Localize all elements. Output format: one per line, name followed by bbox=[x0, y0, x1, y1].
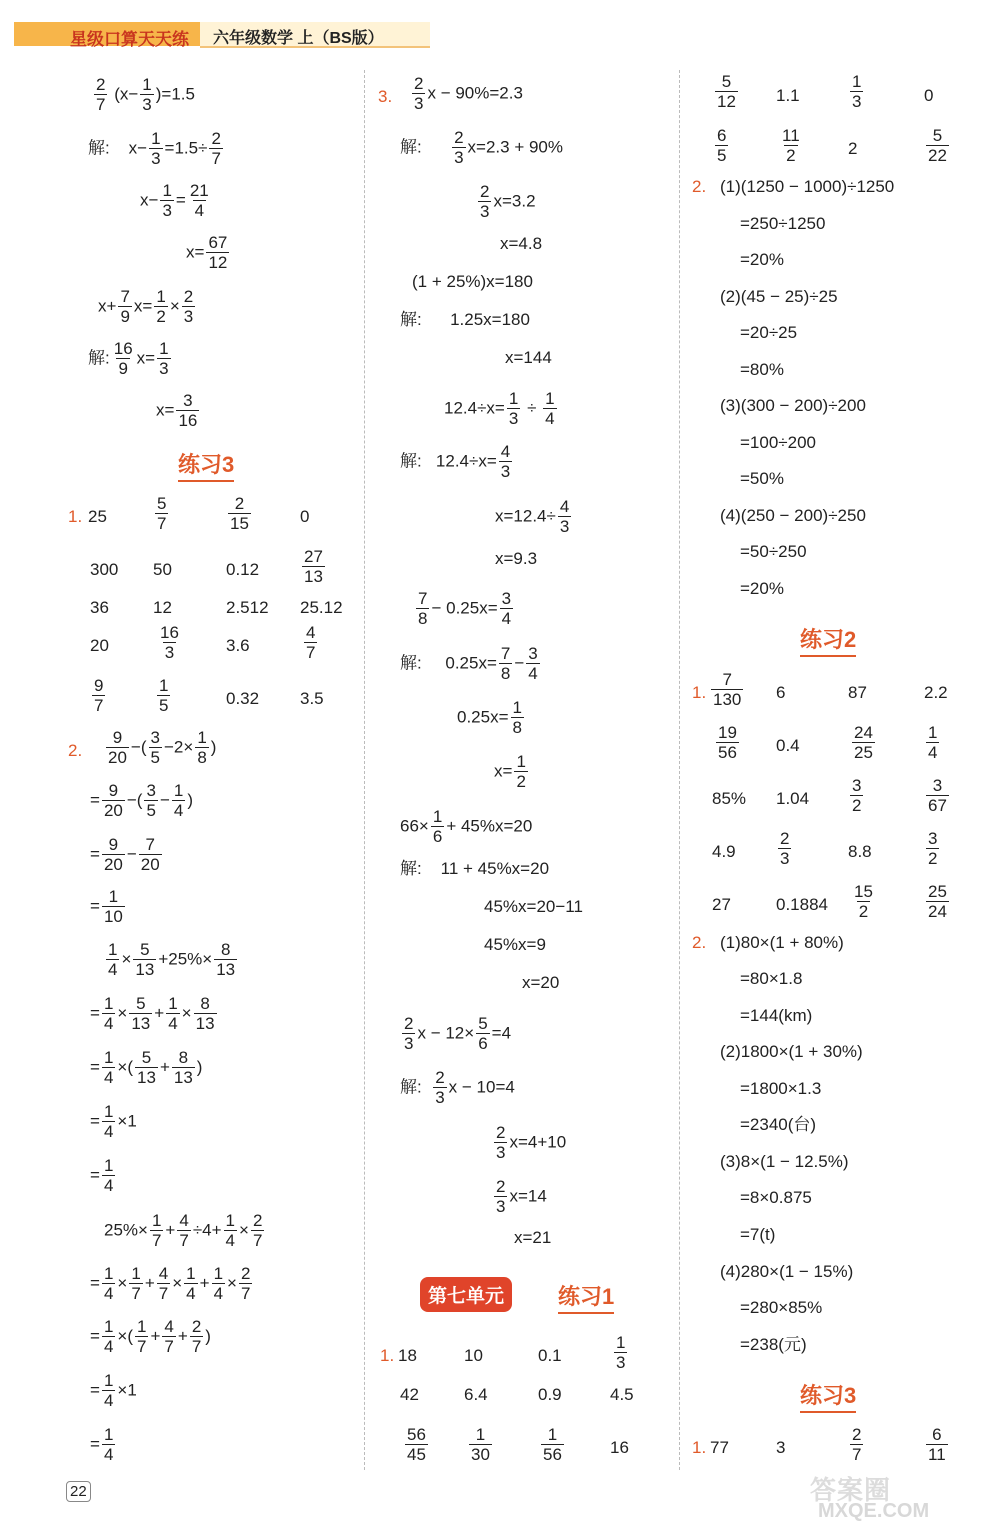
section-title: 练习1 bbox=[558, 1280, 614, 1314]
answer-cell: $\frac{1}{56}$ bbox=[543, 1425, 562, 1464]
answer-cell: 0.4 bbox=[776, 736, 800, 755]
solution-line: x− $\frac{1}{3}$ = $\frac{21}{4}$ bbox=[140, 181, 209, 220]
answer-cell: 12 bbox=[153, 598, 172, 617]
answer-cell: $\frac{9}{7}$ bbox=[94, 676, 104, 715]
answer-cell: 36 bbox=[90, 598, 109, 617]
solution-line: 解: $\frac{16}{9}$ x= $\frac{1}{3}$ bbox=[88, 339, 169, 378]
calc-line: =280×85% bbox=[740, 1298, 823, 1317]
calc-line: (2)1800×(1 + 30%) bbox=[720, 1042, 863, 1061]
answer-cell: $\frac{6}{5}$ bbox=[717, 126, 727, 165]
answer-cell: 0.9 bbox=[538, 1385, 562, 1404]
solution-line: x=9.3 bbox=[495, 549, 538, 568]
answer-cell: $\frac{2}{3}$ bbox=[780, 829, 790, 868]
calc-line: = $\frac{1}{4}$ bbox=[90, 1156, 114, 1195]
answer-cell: $\frac{1}{3}$ bbox=[852, 72, 862, 111]
answer-cell: $\frac{3}{2}$ bbox=[928, 829, 938, 868]
answer-cell: 3 bbox=[776, 1438, 786, 1457]
answer-cell: 87 bbox=[848, 683, 867, 702]
answer-cell: 3.5 bbox=[300, 689, 324, 708]
answer-cell: $\frac{3}{67}$ bbox=[928, 776, 947, 815]
calc-line: (4)280×(1 − 15%) bbox=[720, 1262, 854, 1281]
answer-cell: $\frac{3}{2}$ bbox=[852, 776, 862, 815]
answer-cell: $\frac{5}{12}$ bbox=[717, 72, 736, 111]
answer-cell: 2.2 bbox=[924, 683, 948, 702]
question-number: 2. bbox=[68, 741, 83, 760]
book-brand: 星级口算天天练 bbox=[70, 30, 189, 49]
solution-line: 解: 12.4÷x= $\frac{4}{3}$ bbox=[400, 442, 511, 481]
answer-cell: $\frac{16}{3}$ bbox=[160, 623, 179, 662]
answer-cell: $\frac{1}{30}$ bbox=[471, 1425, 490, 1464]
answer-cell: $\frac{1}{4}$ bbox=[928, 723, 938, 762]
solution-line: x=4.8 bbox=[500, 234, 543, 253]
eq-line: $\frac{2}{7}$ (x− $\frac{1}{3}$ )=1.5 bbox=[96, 75, 195, 114]
calc-line: = $\frac{1}{4}$ ×( $\frac{5}{13}$ + $\frac{8}{13}$ ) bbox=[90, 1048, 203, 1087]
solution-line: 45%x=20−11 bbox=[484, 897, 583, 916]
answer-cell: $\frac{5}{22}$ bbox=[928, 126, 947, 165]
calc-line: =20% bbox=[740, 579, 784, 598]
solution-line: 解: 11 + 45%x=20 bbox=[400, 859, 550, 878]
solution-line: $\frac{2}{3}$ x=14 bbox=[496, 1177, 547, 1216]
answer-cell: $\frac{11}{2}$ bbox=[782, 126, 800, 165]
calc-line: =1800×1.3 bbox=[740, 1079, 822, 1098]
solution-line: $\frac{2}{3}$ x=3.2 bbox=[480, 182, 536, 221]
unit-badge: 第七单元 bbox=[420, 1277, 512, 1312]
calc-line: (3)8×(1 − 12.5%) bbox=[720, 1152, 849, 1171]
question-number: 3. bbox=[378, 87, 393, 106]
calc-line: = $\frac{9}{20}$ −( $\frac{3}{5}$ − $\frac{1}{4}$ ) bbox=[90, 781, 194, 820]
answer-cell: 300 bbox=[90, 560, 119, 579]
calc-line: =238(元) bbox=[740, 1335, 807, 1354]
solution-line: x=12.4÷ $\frac{4}{3}$ bbox=[495, 497, 570, 536]
section-title: 练习2 bbox=[800, 623, 856, 657]
calc-line: =50÷250 bbox=[740, 542, 807, 561]
solution-line: x= $\frac{67}{12}$ bbox=[186, 233, 228, 272]
answer-cell: $\frac{6}{11}$ bbox=[928, 1425, 946, 1464]
solution-line: 解: 0.25x= $\frac{7}{8}$ − $\frac{3}{4}$ bbox=[400, 644, 538, 683]
calc-line: (4)(250 − 200)÷250 bbox=[720, 506, 866, 525]
answer-cell: $\frac{1}{5}$ bbox=[159, 676, 169, 715]
eq-line: $\frac{7}{8}$ − 0.25x= $\frac{3}{4}$ bbox=[418, 589, 512, 628]
answer-cell: 27 bbox=[712, 895, 731, 914]
solution-line: 解: $\frac{2}{3}$ x=2.3 + 90% bbox=[400, 128, 564, 167]
calc-line: $\frac{1}{4}$ × $\frac{5}{13}$ +25%× $\frac{8}{13}$ bbox=[108, 940, 236, 979]
answer-cell: 4.9 bbox=[712, 842, 736, 861]
answer-cell: $\frac{15}{2}$ bbox=[854, 882, 873, 921]
answer-cell: 25 bbox=[88, 507, 107, 526]
eq-line: 66× $\frac{1}{6}$ + 45%x=20 bbox=[400, 807, 533, 846]
calc-line: = $\frac{1}{4}$ ×( $\frac{1}{7}$ + $\frac{4}{7}$ + $\frac{2}{7}$ ) bbox=[90, 1317, 211, 1356]
question-number: 1. bbox=[692, 1438, 707, 1457]
calc-line: =7(t) bbox=[740, 1225, 776, 1244]
answer-cell: 25.12 bbox=[300, 598, 343, 617]
solution-line: x=20 bbox=[522, 973, 560, 992]
calc-line: = $\frac{1}{4}$ × $\frac{1}{7}$ + $\frac{4}{7}$ × $\frac{1}{4}$ + $\frac{1}{4}$ × $\frac{2}{7}$ bbox=[90, 1264, 251, 1303]
answer-cell: 50 bbox=[153, 560, 172, 579]
answer-cell: 8.8 bbox=[848, 842, 872, 861]
answer-cell: $\frac{4}{7}$ bbox=[306, 623, 316, 662]
answer-cell: 77 bbox=[710, 1438, 729, 1457]
calc-line: =100÷200 bbox=[740, 433, 816, 452]
answer-cell: $\frac{2}{15}$ bbox=[230, 494, 249, 533]
calc-line: = $\frac{1}{10}$ bbox=[90, 887, 123, 926]
question-number: 1. bbox=[380, 1346, 395, 1365]
solution-line: x=144 bbox=[505, 348, 552, 367]
watermark-url: MXQE.COM bbox=[818, 1500, 930, 1522]
calc-line: =50% bbox=[740, 469, 784, 488]
solution-line: $\frac{2}{3}$ x=4+10 bbox=[496, 1123, 567, 1162]
eq-line: 12.4÷x= $\frac{1}{3}$ ÷ $\frac{1}{4}$ bbox=[444, 389, 555, 428]
calc-line: (1)(1250 − 1000)÷1250 bbox=[720, 177, 895, 196]
solution-line: 45%x=9 bbox=[484, 935, 546, 954]
answer-cell: 2.512 bbox=[226, 598, 269, 617]
calc-line: =20% bbox=[740, 250, 784, 269]
calc-line: =8×0.875 bbox=[740, 1188, 812, 1207]
answer-cell: $\frac{7}{130}$ bbox=[713, 670, 742, 709]
answer-cell: 0.12 bbox=[226, 560, 260, 579]
calc-line: =20÷25 bbox=[740, 323, 798, 342]
calc-line: =250÷1250 bbox=[740, 214, 826, 233]
page-number: 22 bbox=[66, 1481, 91, 1502]
solution-line: 0.25x= $\frac{1}{8}$ bbox=[457, 698, 522, 737]
answer-cell: 1.04 bbox=[776, 789, 810, 808]
page-header bbox=[0, 22, 440, 48]
answer-cell: 6 bbox=[776, 683, 786, 702]
answer-cell: 10 bbox=[464, 1346, 483, 1365]
question-number: 1. bbox=[68, 507, 83, 526]
calc-line: =80×1.8 bbox=[740, 969, 803, 988]
section-title: 练习3 bbox=[800, 1379, 856, 1413]
answer-cell: $\frac{25}{24}$ bbox=[928, 882, 947, 921]
answer-cell: 0 bbox=[300, 507, 310, 526]
column-divider bbox=[364, 70, 365, 1470]
solution-line: x= $\frac{1}{2}$ bbox=[494, 752, 526, 791]
solution-line: 解: $\frac{2}{3}$ x − 10=4 bbox=[400, 1068, 515, 1107]
answer-cell: 18 bbox=[398, 1346, 417, 1365]
calc-line: = $\frac{1}{4}$ ×1 bbox=[90, 1102, 137, 1141]
solution-line: x= $\frac{3}{16}$ bbox=[156, 391, 198, 430]
answer-cell: 16 bbox=[610, 1438, 629, 1457]
answer-cell: 2 bbox=[848, 139, 858, 158]
answer-cell: 0.1884 bbox=[776, 895, 828, 914]
calc-line: (1)80×(1 + 80%) bbox=[720, 933, 844, 952]
solution-line: 解: x− $\frac{1}{3}$ =1.5÷ $\frac{2}{7}$ bbox=[88, 129, 221, 168]
question-number: 1. bbox=[692, 683, 707, 702]
answer-cell: 6.4 bbox=[464, 1385, 488, 1404]
answer-cell: $\frac{5}{7}$ bbox=[157, 494, 167, 533]
answer-cell: $\frac{1}{3}$ bbox=[616, 1333, 626, 1372]
answer-cell: $\frac{24}{25}$ bbox=[854, 723, 873, 762]
eq-line: (1 + 25%)x=180 bbox=[412, 272, 533, 291]
calc-line: =2340(台) bbox=[740, 1115, 817, 1134]
calc-line: (3)(300 − 200)÷200 bbox=[720, 396, 866, 415]
answer-cell: 20 bbox=[90, 636, 109, 655]
column-divider bbox=[679, 70, 680, 1470]
answer-cell: 4.5 bbox=[610, 1385, 634, 1404]
answer-cell: $\frac{56}{45}$ bbox=[407, 1425, 426, 1464]
question-number: 2. bbox=[692, 933, 707, 952]
answer-cell: 0.1 bbox=[538, 1346, 562, 1365]
calc-line: = $\frac{1}{4}$ bbox=[90, 1425, 114, 1464]
eq-line: $\frac{2}{3}$ x − 12× $\frac{5}{6}$ =4 bbox=[404, 1014, 512, 1053]
answer-cell: 42 bbox=[400, 1385, 419, 1404]
calc-line: 25%× $\frac{1}{7}$ + $\frac{4}{7}$ ÷4+ $\frac{1}{4}$ × $\frac{2}{7}$ bbox=[104, 1211, 263, 1250]
calc-line: = $\frac{9}{20}$ − $\frac{7}{20}$ bbox=[90, 835, 160, 874]
calc-line: =144(km) bbox=[740, 1006, 813, 1025]
answer-cell: 85% bbox=[712, 789, 747, 808]
solution-line: x=21 bbox=[514, 1228, 552, 1247]
answer-cell: 3.6 bbox=[226, 636, 250, 655]
answer-cell: 1.1 bbox=[776, 86, 800, 105]
answer-cell: 0.32 bbox=[226, 689, 260, 708]
question-number: 2. bbox=[692, 177, 707, 196]
calc-line: = $\frac{1}{4}$ ×1 bbox=[90, 1371, 137, 1410]
section-title: 练习3 bbox=[178, 448, 234, 482]
eq-line: x+ $\frac{7}{9}$ x= $\frac{1}{2}$ × $\frac{2}{3}$ bbox=[98, 287, 194, 326]
answer-cell: $\frac{2}{7}$ bbox=[852, 1425, 862, 1464]
book-title: 六年级数学 上（BS版） bbox=[213, 30, 384, 47]
watermark-logo: 答案圈 bbox=[810, 1475, 892, 1505]
solution-line: 解: 1.25x=180 bbox=[400, 310, 530, 329]
calc-line: $\frac{9}{20}$ −( $\frac{3}{5}$ −2× $\frac{1}{8}$ ) bbox=[108, 728, 217, 767]
answer-cell: $\frac{27}{13}$ bbox=[304, 547, 323, 586]
answer-cell: 0 bbox=[924, 86, 934, 105]
answer-cell: $\frac{19}{56}$ bbox=[718, 723, 737, 762]
calc-line: (2)(45 − 25)÷25 bbox=[720, 287, 838, 306]
calc-line: =80% bbox=[740, 360, 784, 379]
calc-line: = $\frac{1}{4}$ × $\frac{5}{13}$ + $\frac{1}{4}$ × $\frac{8}{13}$ bbox=[90, 994, 215, 1033]
eq-line: $\frac{2}{3}$ x − 90%=2.3 bbox=[414, 74, 523, 113]
